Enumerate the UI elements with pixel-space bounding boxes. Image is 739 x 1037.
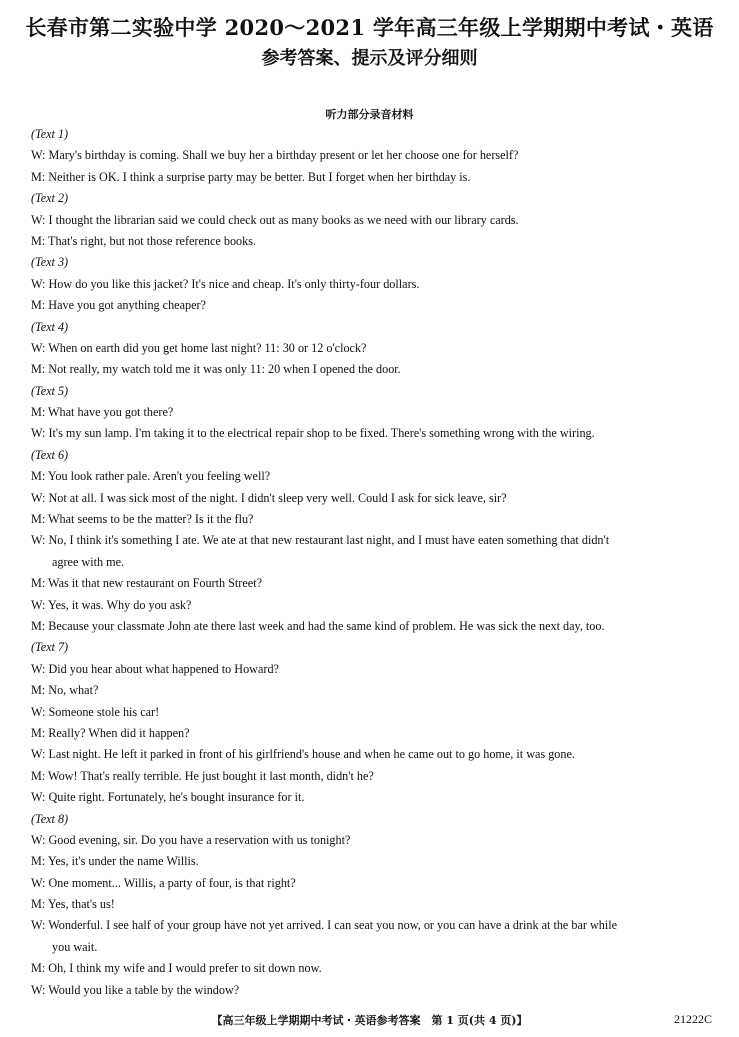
transcript-line: M: You look rather pale. Aren't you feeling well? [31,469,271,484]
text-section-label: (Text 6) [31,447,69,462]
transcript-line: M: Really? When did it happen? [31,725,190,740]
transcript-line: W: Would you like a table by the window? [31,982,240,997]
transcript-line: W: I thought the librarian said we could check out as many books as we need with our library cards. [31,212,519,227]
text-section-label: (Text 8) [31,811,69,826]
transcript-line: you wait. [52,939,98,954]
transcript-line: M: What have you got there? [31,405,174,420]
text-section-label: (Text 2) [31,191,69,206]
text-section-label: (Text 5) [31,383,69,398]
transcript-line: M: Have you got anything cheaper? [31,298,206,313]
transcript-line: M: Oh, I think my wife and I would prefer to sit down now. [31,961,322,976]
transcript-line: M: No, what? [31,683,99,698]
transcript-body [31,126,715,1003]
transcript-line: W: Yes, it was. Why do you ask? [31,597,192,612]
text-section-label: (Text 1) [31,127,69,141]
transcript-line: W: No, I think it's something I ate. We ate at that new restaurant last night, and I must have eaten something that didn't [31,533,610,548]
footer-page-info: 【高三年级上学期期中考试・英语参考答案 第 1 页(共 4 页)】 [211,1014,528,1027]
transcript-line: M: Wow! That's really terrible. He just bought it last month, didn't he? [31,768,374,783]
transcript-line: agree with me. [52,554,125,569]
transcript-line: W: When on earth did you get home last night? 11: 30 or 12 o'clock? [31,340,367,355]
text-section-label: (Text 4) [31,319,69,334]
transcript-line: W: Someone stole his car! [31,704,160,719]
transcript-line: W: One moment... Willis, a party of four, is that right? [31,875,296,890]
transcript-line: W: Last night. He left it parked in front of his girlfriend's house and when he came out to go home, it was gone. [31,747,575,762]
transcript-line: M: Not really, my watch told me it was only 11: 20 when I opened the door. [31,362,401,377]
transcript-line: W: Mary's birthday is coming. Shall we buy her a birthday present or let her choose one for herself? [31,148,519,163]
transcript-line: W: How do you like this jacket? It's nice and cheap. It's only thirty-four dollars. [31,276,420,291]
transcript-line: W: It's my sun lamp. I'm taking it to the electrical repair shop to be fixed. There's something wrong with the wiring. [31,426,595,441]
transcript-line: M: That's right, but not those reference books. [31,233,257,248]
transcript-line: W: Quite right. Fortunately, he's bought insurance for it. [31,790,305,805]
transcript-line: M: Yes, that's us! [31,897,115,912]
transcript-line: W: Good evening, sir. Do you have a reservation with us tonight? [31,832,351,847]
text-section-label: (Text 3) [31,255,69,270]
text-section-label: (Text 7) [31,640,69,655]
section-heading: 听力部分录音材料 [325,108,414,121]
transcript-line: M: Yes, it's under the name Willis. [31,854,199,869]
transcript-line: M: Because your classmate John ate there last week and had the same kind of problem. He was sick the next day, too. [31,618,605,633]
transcript-line: W: Not at all. I was sick most of the night. I didn't sleep very well. Could I ask for sick leave, sir? [31,490,507,505]
transcript-line: M: Was it that new restaurant on Fourth Street? [31,576,262,591]
transcript-line: M: What seems to be the matter? Is it the flu? [31,512,254,527]
footer-code: 21222C [673,1012,712,1026]
transcript-line: W: Wonderful. I see half of your group have not yet arrived. I can seat you now, or you can have a drink at the bar while [31,918,618,933]
document-subtitle: 参考答案、提示及评分细则 [261,48,478,69]
transcript-line: W: Did you hear about what happened to Howard? [31,661,279,676]
document-title: 长春市第二实验中学 2020～2021 学年高三年级上学期期中考试・英语 [25,15,714,40]
transcript-line: M: Neither is OK. I think a surprise party may be better. But I forget when her birthday is. [31,169,471,184]
